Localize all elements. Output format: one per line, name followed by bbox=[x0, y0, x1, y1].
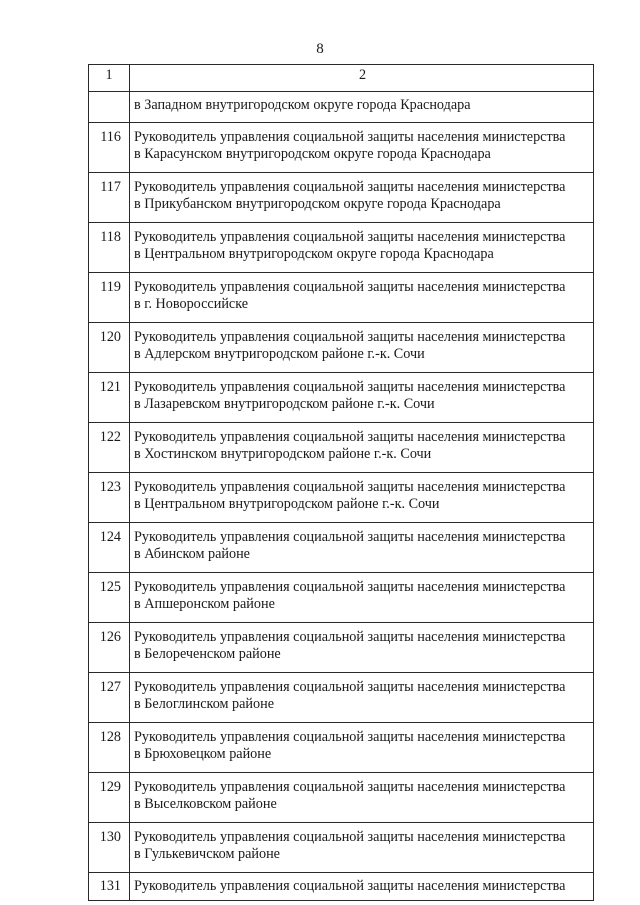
row-text bbox=[130, 323, 594, 373]
row-text bbox=[130, 523, 594, 573]
table-row bbox=[89, 223, 594, 273]
row-text-line: в Центральном внутригородском округе города Краснодара bbox=[134, 246, 494, 262]
row-text bbox=[130, 173, 594, 223]
row-text-line: в Брюховецком районе bbox=[134, 746, 272, 762]
row-number: 117 bbox=[89, 173, 130, 223]
row-number bbox=[89, 92, 130, 123]
row-text bbox=[130, 573, 594, 623]
table-row bbox=[89, 873, 594, 901]
row-number: 116 bbox=[89, 123, 130, 173]
row-text bbox=[130, 92, 594, 123]
row-text-line: в Гулькевичском районе bbox=[134, 846, 280, 862]
row-text bbox=[130, 623, 594, 673]
row-text-line: в Апшеронском районе bbox=[134, 596, 275, 612]
row-text bbox=[130, 873, 594, 901]
row-number: 126 bbox=[89, 623, 130, 673]
row-number: 121 bbox=[89, 373, 130, 423]
row-number: 119 bbox=[89, 273, 130, 323]
row-text bbox=[130, 423, 594, 473]
row-text-line: в Хостинском внутригородском районе г.-к. Сочи bbox=[134, 446, 432, 462]
row-text bbox=[130, 823, 594, 873]
row-text-line: в Адлерском внутригородском районе г.-к. Сочи bbox=[134, 346, 425, 362]
row-text bbox=[130, 723, 594, 773]
row-text bbox=[130, 473, 594, 523]
row-text bbox=[130, 273, 594, 323]
table-row bbox=[89, 623, 594, 673]
row-number: 123 bbox=[89, 473, 130, 523]
table-row bbox=[89, 473, 594, 523]
page-number: 8 bbox=[316, 41, 324, 57]
table-row bbox=[89, 323, 594, 373]
row-number: 124 bbox=[89, 523, 130, 573]
row-number: 118 bbox=[89, 223, 130, 273]
row-text-line: в Абинском районе bbox=[134, 546, 250, 562]
header-col-title: 2 bbox=[130, 65, 594, 92]
row-text-line: Руководитель управления социальной защиты населения министерства bbox=[134, 579, 566, 595]
row-text-line: Руководитель управления социальной защиты населения министерства bbox=[134, 129, 566, 145]
row-text-line: Руководитель управления социальной защиты населения министерства bbox=[134, 629, 566, 645]
row-text-line: в Карасунском внутригородском округе города Краснодара bbox=[134, 146, 491, 162]
table-row bbox=[89, 523, 594, 573]
row-text-line: Руководитель управления социальной защиты населения министерства bbox=[134, 329, 566, 345]
row-text-line: Руководитель управления социальной защиты населения министерства bbox=[134, 829, 566, 845]
row-number: 125 bbox=[89, 573, 130, 623]
row-text-line: Руководитель управления социальной защиты населения министерства bbox=[134, 429, 566, 445]
row-text-line: Руководитель управления социальной защиты населения министерства bbox=[134, 729, 566, 745]
row-text-line: Руководитель управления социальной защиты населения министерства bbox=[134, 229, 566, 245]
row-text-line: в Белоглинском районе bbox=[134, 696, 275, 712]
table-row bbox=[89, 573, 594, 623]
row-text bbox=[130, 373, 594, 423]
row-text-line: Руководитель управления социальной защиты населения министерства bbox=[134, 679, 566, 695]
row-text bbox=[130, 673, 594, 723]
row-text-line: Руководитель управления социальной защиты населения министерства bbox=[134, 779, 566, 795]
row-text-line: Руководитель управления социальной защиты населения министерства bbox=[134, 529, 566, 545]
table-row bbox=[89, 673, 594, 723]
table-row bbox=[89, 823, 594, 873]
row-text bbox=[130, 223, 594, 273]
row-number: 122 bbox=[89, 423, 130, 473]
row-text-line: Руководитель управления социальной защиты населения министерства bbox=[134, 179, 566, 195]
table-row bbox=[89, 373, 594, 423]
table-header-row bbox=[89, 65, 594, 92]
row-text-line: в Центральном внутригородском районе г.-к. Сочи bbox=[134, 496, 440, 512]
row-text-line: в Прикубанском внутригородском округе города Краснодара bbox=[134, 196, 501, 212]
row-text-line: в Выселковском районе bbox=[134, 796, 277, 812]
row-text-line: Руководитель управления социальной защиты населения министерства bbox=[134, 379, 566, 395]
row-text-line: в Лазаревском внутригородском районе г.-к. Сочи bbox=[134, 396, 435, 412]
table-row bbox=[89, 723, 594, 773]
table-row bbox=[89, 173, 594, 223]
table-row bbox=[89, 273, 594, 323]
row-text-line: в г. Новороссийске bbox=[134, 296, 249, 312]
row-number: 120 bbox=[89, 323, 130, 373]
table-row bbox=[89, 123, 594, 173]
row-text-line: Руководитель управления социальной защиты населения министерства bbox=[134, 878, 566, 894]
row-number: 128 bbox=[89, 723, 130, 773]
row-text-line: Руководитель управления социальной защиты населения министерства bbox=[134, 479, 566, 495]
table-row bbox=[89, 773, 594, 823]
row-text-line: в Западном внутригородском округе города Краснодара bbox=[134, 97, 471, 113]
row-text-line: в Белореченском районе bbox=[134, 646, 281, 662]
continuation-row bbox=[89, 92, 594, 123]
row-number: 131 bbox=[89, 873, 130, 901]
row-text bbox=[130, 123, 594, 173]
positions-table bbox=[88, 64, 594, 901]
table-row bbox=[89, 423, 594, 473]
row-number: 129 bbox=[89, 773, 130, 823]
row-text-line: Руководитель управления социальной защиты населения министерства bbox=[134, 279, 566, 295]
row-number: 130 bbox=[89, 823, 130, 873]
row-number: 127 bbox=[89, 673, 130, 723]
row-text bbox=[130, 773, 594, 823]
header-col-number: 1 bbox=[89, 65, 130, 92]
